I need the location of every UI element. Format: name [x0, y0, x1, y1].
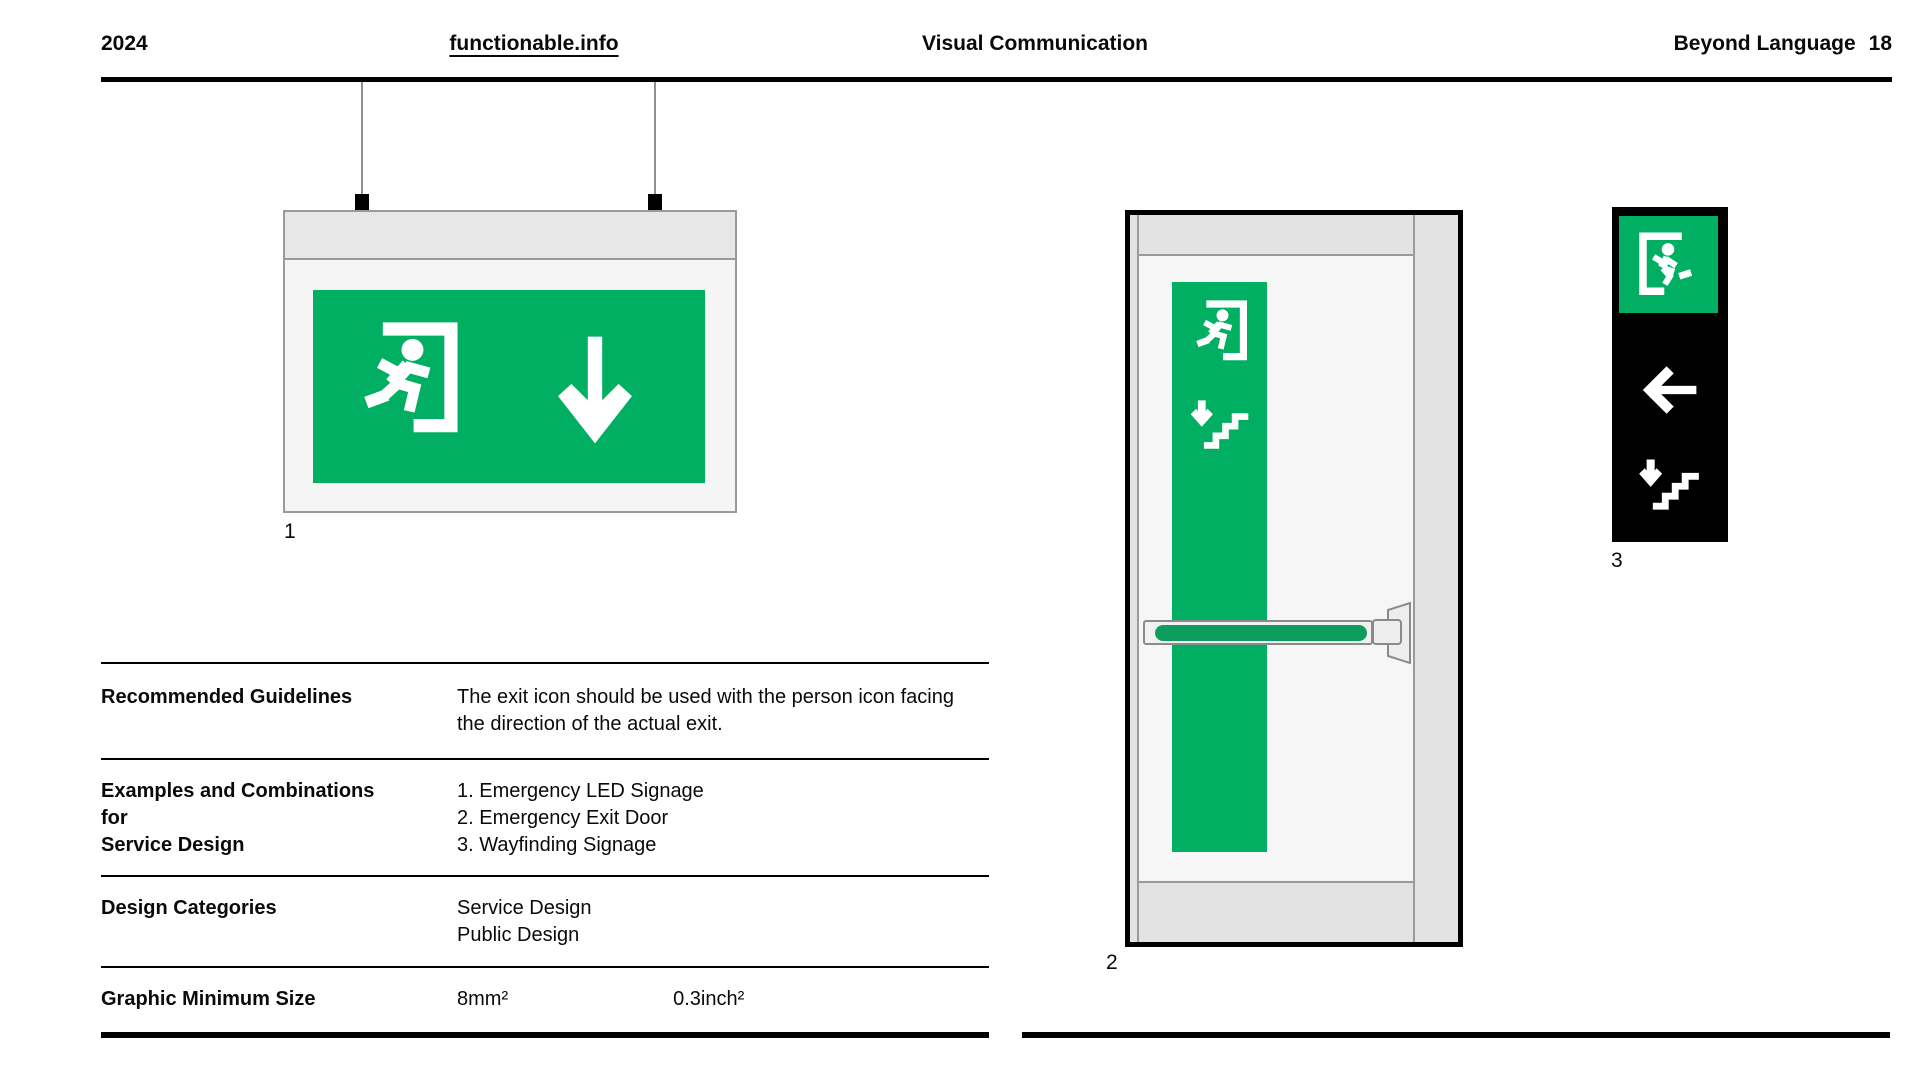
exit-running-man-icon [1636, 230, 1700, 300]
header-title-group [1674, 31, 1892, 56]
led-sign-mounting-cap [285, 212, 735, 260]
push-bar[interactable] [1155, 625, 1367, 641]
row-label-line: for [101, 807, 128, 829]
led-sign-face [313, 290, 705, 483]
header-year: 2024 [101, 32, 148, 55]
list-item: 1. Emergency LED Signage [457, 780, 704, 802]
min-size-inch: 0.3inch² [673, 988, 745, 1010]
door-top-rail-line [1139, 254, 1413, 256]
list-item: 2. Emergency Exit Door [457, 807, 669, 829]
min-size-mm: 8mm² [457, 988, 509, 1010]
row-value [457, 778, 987, 875]
exit-running-man-icon [351, 318, 463, 441]
hanging-wire-left [361, 82, 363, 196]
wire-clamp-right [648, 194, 662, 210]
spec-table [101, 662, 989, 1032]
wayfinding-sign [1612, 207, 1728, 542]
right-bottom-rule [1022, 1032, 1890, 1038]
header-rule [101, 77, 1892, 82]
table-row [101, 758, 989, 875]
row-label-line: Service Design [101, 834, 245, 856]
push-bar-latch [1372, 619, 1402, 645]
header-section: Visual Communication [922, 32, 1148, 55]
table-row [101, 966, 989, 1032]
emergency-led-sign [283, 210, 737, 513]
door-bottom-rail-line [1139, 881, 1413, 883]
category-item: Service Design [457, 897, 592, 919]
row-label: Graphic Minimum Size [101, 988, 316, 1010]
header-title: Beyond Language [1673, 32, 1856, 55]
row-value [457, 986, 987, 1032]
list-item: 3. Wayfinding Signage [457, 834, 657, 856]
table-row [101, 875, 989, 966]
row-label [101, 778, 457, 875]
exit-running-man-icon [1189, 298, 1250, 365]
figure-3-number: 3 [1611, 549, 1623, 572]
page-number: 18 [1868, 32, 1892, 55]
door-green-stripe [1172, 282, 1267, 852]
figure-2-number: 2 [1106, 951, 1118, 974]
wayfinding-exit-tile [1619, 216, 1718, 313]
row-label: Recommended Guidelines [101, 686, 353, 708]
row-value [457, 895, 987, 966]
left-bottom-rule [101, 1032, 989, 1038]
left-arrow-icon [1638, 365, 1700, 415]
emergency-exit-door [1125, 210, 1463, 947]
row-label-line: Examples and Combinations [101, 780, 375, 802]
category-item: Public Design [457, 924, 580, 946]
row-label: Design Categories [101, 897, 277, 919]
figure-1-number: 1 [284, 520, 296, 543]
row-value: The exit icon should be used with the person icon facing the direction of the actual exit. [457, 686, 954, 735]
hanging-wire-right [654, 82, 656, 196]
table-row [101, 662, 989, 758]
stairs-down-icon [1636, 457, 1702, 513]
down-arrow-icon [556, 332, 634, 448]
door-frame-line-right [1413, 215, 1415, 942]
wire-clamp-left [355, 194, 369, 210]
stairs-down-icon [1188, 398, 1251, 452]
site-link[interactable]: functionable.info [449, 32, 619, 55]
